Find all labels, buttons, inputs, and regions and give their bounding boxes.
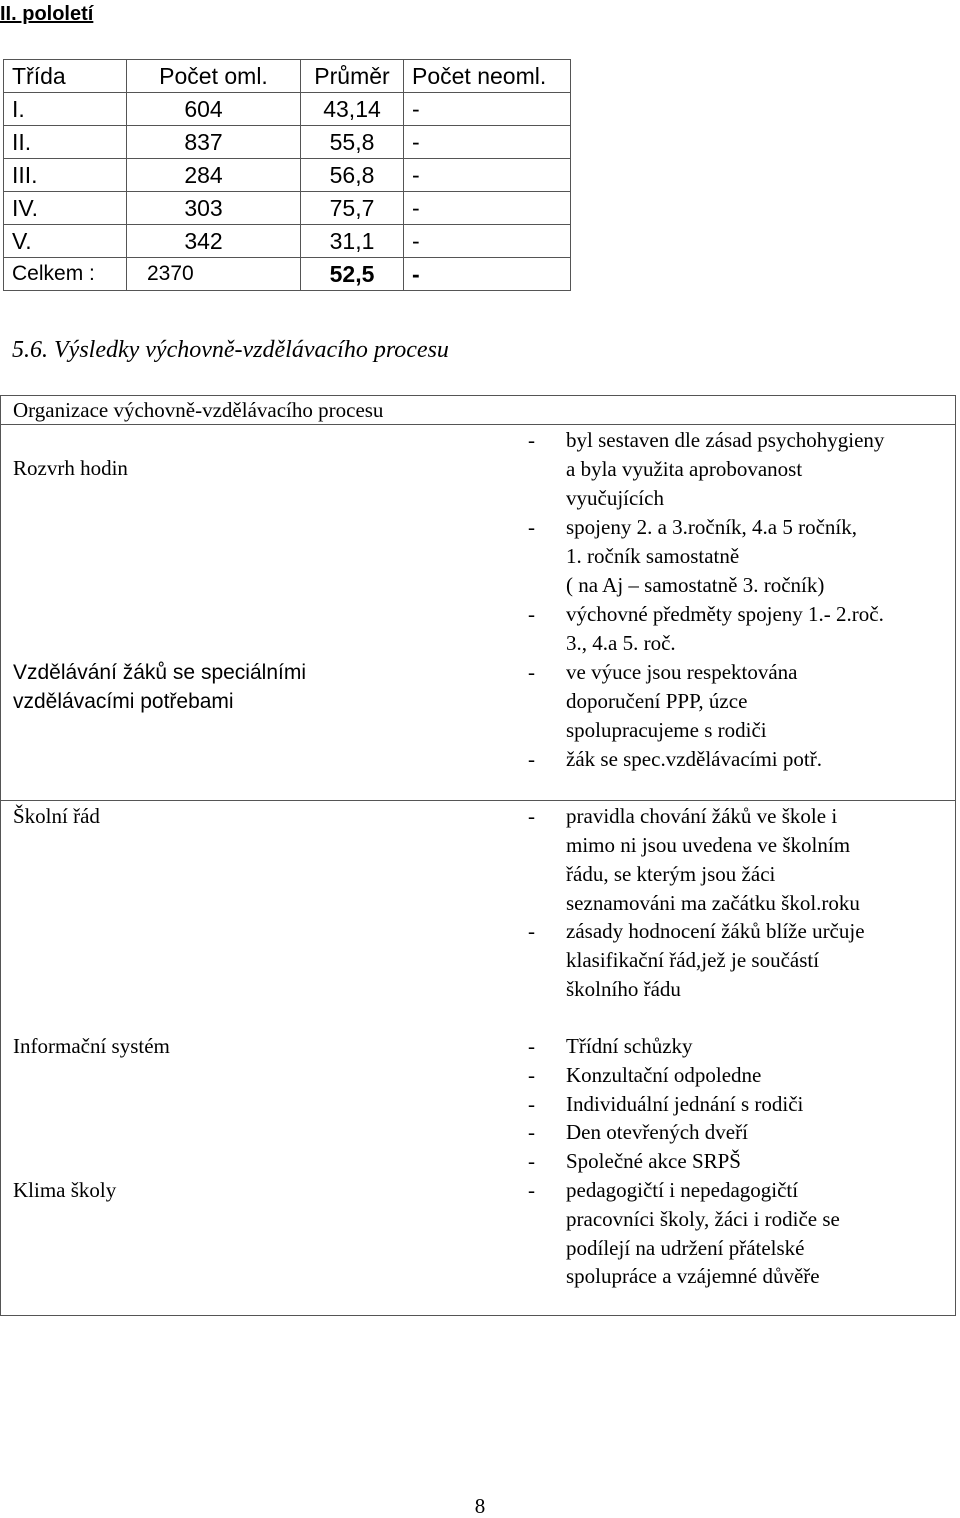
list-item: pracovníci školy, žáci i rodiče se xyxy=(566,1207,840,1231)
column-header: Průměr xyxy=(301,60,404,93)
list-item: Konzultační odpoledne xyxy=(566,1063,762,1087)
column-header: Počet oml. xyxy=(127,60,301,93)
bullet-dash: - xyxy=(528,515,535,539)
list-item: školního řádu xyxy=(566,977,681,1001)
list-item: klasifikační řád,jež je součástí xyxy=(566,948,820,972)
list-item: ( na Aj – samostatně 3. ročník) xyxy=(566,573,825,597)
bullet-dash: - xyxy=(528,1120,535,1144)
list-item: ve výuce jsou respektována xyxy=(566,660,798,684)
table-cell: 2370 xyxy=(127,258,301,291)
list-item: Individuální jednání s rodiči xyxy=(566,1092,804,1116)
list-item: doporučení PPP, úzce xyxy=(566,689,748,713)
school-climate-label: Klima školy xyxy=(13,1178,117,1202)
list-item: a byla využita aprobovanost xyxy=(566,457,803,481)
table-row xyxy=(4,159,571,192)
table-total-row xyxy=(4,258,571,291)
table-cell: III. xyxy=(4,159,127,192)
school-rules-label: Školní řád xyxy=(13,804,100,828)
special-needs-label: vzdělávacími potřebami xyxy=(13,690,234,713)
table-cell: 284 xyxy=(127,159,301,192)
special-needs-label: Vzdělávání žáků se speciálními xyxy=(13,661,306,684)
list-item: seznamováni ma začátku škol.roku xyxy=(566,891,860,915)
bullet-dash: - xyxy=(528,1149,535,1173)
bullet-dash: - xyxy=(528,428,535,452)
table-cell: Celkem : xyxy=(4,258,127,291)
bullet-dash: - xyxy=(528,660,535,684)
bullet-dash: - xyxy=(528,747,535,771)
table-row xyxy=(4,126,571,159)
grades-table xyxy=(3,59,571,291)
table-cell: - xyxy=(404,258,571,291)
table-cell: 837 xyxy=(127,126,301,159)
table-cell: 604 xyxy=(127,93,301,126)
bullet-dash: - xyxy=(528,804,535,828)
list-item: Společné akce SRPŠ xyxy=(566,1149,741,1173)
bullet-dash: - xyxy=(528,1092,535,1116)
table-cell: - xyxy=(404,159,571,192)
bullet-dash: - xyxy=(528,1178,535,1202)
list-item: 1. ročník samostatně xyxy=(566,544,740,568)
list-item: spolupráce a vzájemné důvěře xyxy=(566,1264,820,1288)
table-cell: - xyxy=(404,126,571,159)
organisation-box xyxy=(0,395,956,1316)
list-item: řádu, se kterým jsou žáci xyxy=(566,862,776,886)
list-item: 3., 4.a 5. roč. xyxy=(566,631,676,655)
list-item: Třídní schůzky xyxy=(566,1034,693,1058)
table-cell: - xyxy=(404,192,571,225)
list-item: žák se spec.vzdělávacími potř. xyxy=(566,747,822,771)
rozvrh-label: Rozvrh hodin xyxy=(13,456,128,480)
table-cell: - xyxy=(404,93,571,126)
list-item: pravidla chování žáků ve škole i xyxy=(566,804,838,828)
table-cell: 43,14 xyxy=(301,93,404,126)
table-cell: II. xyxy=(4,126,127,159)
table-row xyxy=(4,192,571,225)
table-cell: 75,7 xyxy=(301,192,404,225)
list-item: podílejí na udržení přátelské xyxy=(566,1236,805,1260)
organisation-title: Organizace výchovně-vzdělávacího procesu xyxy=(13,398,384,422)
info-system-label: Informační systém xyxy=(13,1034,170,1058)
list-item: spojeny 2. a 3.ročník, 4.a 5 ročník, xyxy=(566,515,858,539)
column-header: Třída xyxy=(4,60,127,93)
table-cell: 52,5 xyxy=(301,258,404,291)
table-cell: IV. xyxy=(4,192,127,225)
table-cell: 56,8 xyxy=(301,159,404,192)
bullet-dash: - xyxy=(528,919,535,943)
table-row xyxy=(4,93,571,126)
page-number: 8 xyxy=(474,1494,486,1518)
bullet-dash: - xyxy=(528,1034,535,1058)
table-cell: 31,1 xyxy=(301,225,404,258)
list-item: vyučujících xyxy=(566,486,664,510)
table-header-row xyxy=(4,60,571,93)
table-cell: 303 xyxy=(127,192,301,225)
table-cell: 342 xyxy=(127,225,301,258)
table-cell: - xyxy=(404,225,571,258)
table-cell: V. xyxy=(4,225,127,258)
list-item: výchovné předměty spojeny 1.- 2.roč. xyxy=(566,602,884,626)
table-cell: 55,8 xyxy=(301,126,404,159)
section-title: 5.6. Výsledky výchovně-vzdělávacího procesu xyxy=(12,337,449,363)
list-item: pedagogičtí i nepedagogičtí xyxy=(566,1178,799,1202)
table-cell: I. xyxy=(4,93,127,126)
bullet-dash: - xyxy=(528,1063,535,1087)
list-item: spolupracujeme s rodiči xyxy=(566,718,767,742)
list-item: byl sestaven dle zásad psychohygieny xyxy=(566,428,885,452)
list-item: Den otevřených dveří xyxy=(566,1120,748,1144)
column-header: Počet neoml. xyxy=(404,60,571,93)
list-item: zásady hodnocení žáků blíže určuje xyxy=(566,919,865,943)
list-item: mimo ni jsou uvedena ve školním xyxy=(566,833,851,857)
bullet-dash: - xyxy=(528,602,535,626)
section-heading: II. pololetí xyxy=(0,3,94,25)
table-row xyxy=(4,225,571,258)
divider xyxy=(1,800,955,801)
